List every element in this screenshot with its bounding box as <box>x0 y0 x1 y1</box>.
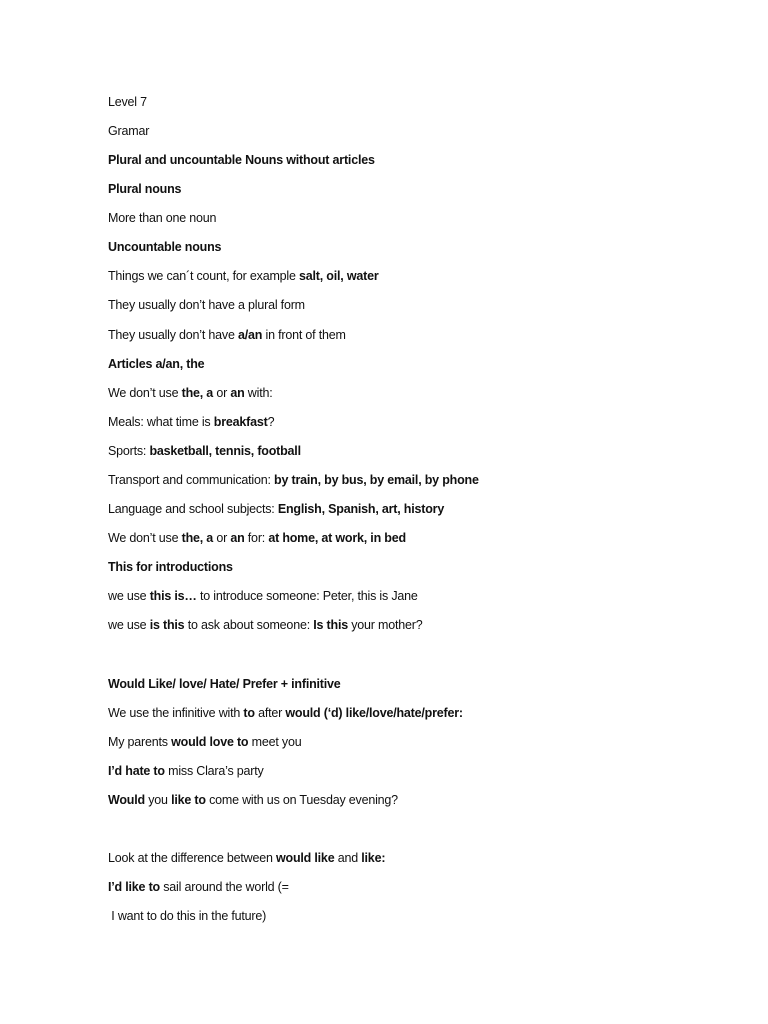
text-segment: is this <box>149 618 185 632</box>
text-segment: Articles a/an, the <box>108 357 205 371</box>
text-segment: with: <box>244 386 273 400</box>
text-segment: salt, oil, water <box>299 269 379 283</box>
text-segment: Uncountable nouns <box>108 240 222 254</box>
example-line <box>108 443 301 459</box>
text-segment: like to <box>171 793 206 807</box>
section-title <box>108 123 149 139</box>
text-segment: an <box>230 531 245 545</box>
subheading-plural-nouns <box>108 181 181 197</box>
text-segment: Language and school subjects: <box>108 502 278 516</box>
text-segment: More than one noun <box>108 211 217 225</box>
text-segment: your mother? <box>347 618 423 632</box>
text-segment: We use the infinitive with <box>108 706 244 720</box>
example-line <box>108 501 444 517</box>
text-segment: Is this <box>313 618 348 632</box>
text-segment: We don’t use <box>108 386 182 400</box>
example-line <box>108 734 301 750</box>
example-line <box>108 908 266 924</box>
text-segment: ? <box>267 415 275 429</box>
text-segment: or <box>213 386 231 400</box>
text-segment: They usually don’t have <box>108 328 239 342</box>
text-segment: a/an <box>238 328 263 342</box>
text-segment: like: <box>361 851 386 865</box>
text-segment: or <box>213 531 231 545</box>
text-segment: after <box>254 706 286 720</box>
text-segment: we use <box>108 589 150 603</box>
subheading-articles <box>108 356 204 372</box>
text-segment: Gramar <box>108 124 150 138</box>
topic-heading-infinitive <box>108 676 341 692</box>
text-segment: Plural nouns <box>108 182 182 196</box>
text-segment: This for introductions <box>108 560 233 574</box>
example-line <box>108 414 274 430</box>
text-segment: this is… <box>149 589 197 603</box>
text-segment: miss Clara’s party <box>164 764 264 778</box>
example-line <box>108 879 289 895</box>
text-segment: sail around the world (= <box>159 880 289 894</box>
text-line <box>108 850 385 866</box>
text-segment: Look at the difference between <box>108 851 277 865</box>
text-segment: meet you <box>248 735 302 749</box>
text-segment: an <box>230 386 245 400</box>
text-segment: come with us on Tuesday evening? <box>205 793 398 807</box>
text-segment: They usually don’t have a plural form <box>108 298 305 312</box>
text-segment: would love to <box>171 735 249 749</box>
text-segment: to ask about someone: <box>184 618 314 632</box>
text-segment: to <box>243 706 255 720</box>
text-line <box>108 530 406 546</box>
text-segment: breakfast <box>213 415 268 429</box>
text-segment: Transport and communication: <box>108 473 275 487</box>
topic-heading <box>108 152 375 168</box>
text-line <box>108 327 346 343</box>
text-segment: My parents <box>108 735 172 749</box>
text-segment: at home, at work, in bed <box>268 531 406 545</box>
example-line <box>108 472 479 488</box>
text-segment: the, a <box>181 531 214 545</box>
text-segment: Level 7 <box>108 95 147 109</box>
example-line <box>108 792 398 808</box>
text-line <box>108 617 423 633</box>
text-segment: would like <box>276 851 335 865</box>
text-segment: basketball, tennis, football <box>149 444 301 458</box>
text-segment: we use <box>108 618 150 632</box>
text-segment: Would Like/ love/ Hate/ Prefer + infinitive <box>108 677 341 691</box>
text-segment: Plural and uncountable Nouns without articles <box>108 153 375 167</box>
subheading-uncountable-nouns <box>108 239 221 255</box>
text-segment: Sports: <box>108 444 150 458</box>
text-line <box>108 705 463 721</box>
text-segment: Peter, this is Jane <box>322 589 418 603</box>
text-line <box>108 385 273 401</box>
text-segment: English, Spanish, art, history <box>277 502 445 516</box>
text-segment: Meals: what time is <box>108 415 214 429</box>
example-line <box>108 763 264 779</box>
text-segment: you <box>144 793 172 807</box>
text-segment: Would <box>108 793 145 807</box>
text-segment: I want to do this in the future) <box>108 909 267 923</box>
text-segment: We don’t use <box>108 531 182 545</box>
text-line <box>108 588 418 604</box>
text-segment: the, a <box>181 386 214 400</box>
text-segment: in front of them <box>262 328 346 342</box>
level-heading <box>108 94 147 110</box>
text-segment: would (‘d) like/love/hate/prefer: <box>285 706 463 720</box>
text-line <box>108 268 378 284</box>
text-segment: by train, by bus, by email, by phone <box>274 473 479 487</box>
text-segment: and <box>334 851 362 865</box>
text-segment: Things we can´t count, for example <box>108 269 300 283</box>
text-segment: I’d hate to <box>108 764 165 778</box>
text-line <box>108 297 305 313</box>
subheading-introductions <box>108 559 233 575</box>
text-segment: I’d like to <box>108 880 160 894</box>
text-segment: to introduce someone: <box>196 589 323 603</box>
text-segment: for: <box>244 531 269 545</box>
text-line <box>108 210 216 226</box>
